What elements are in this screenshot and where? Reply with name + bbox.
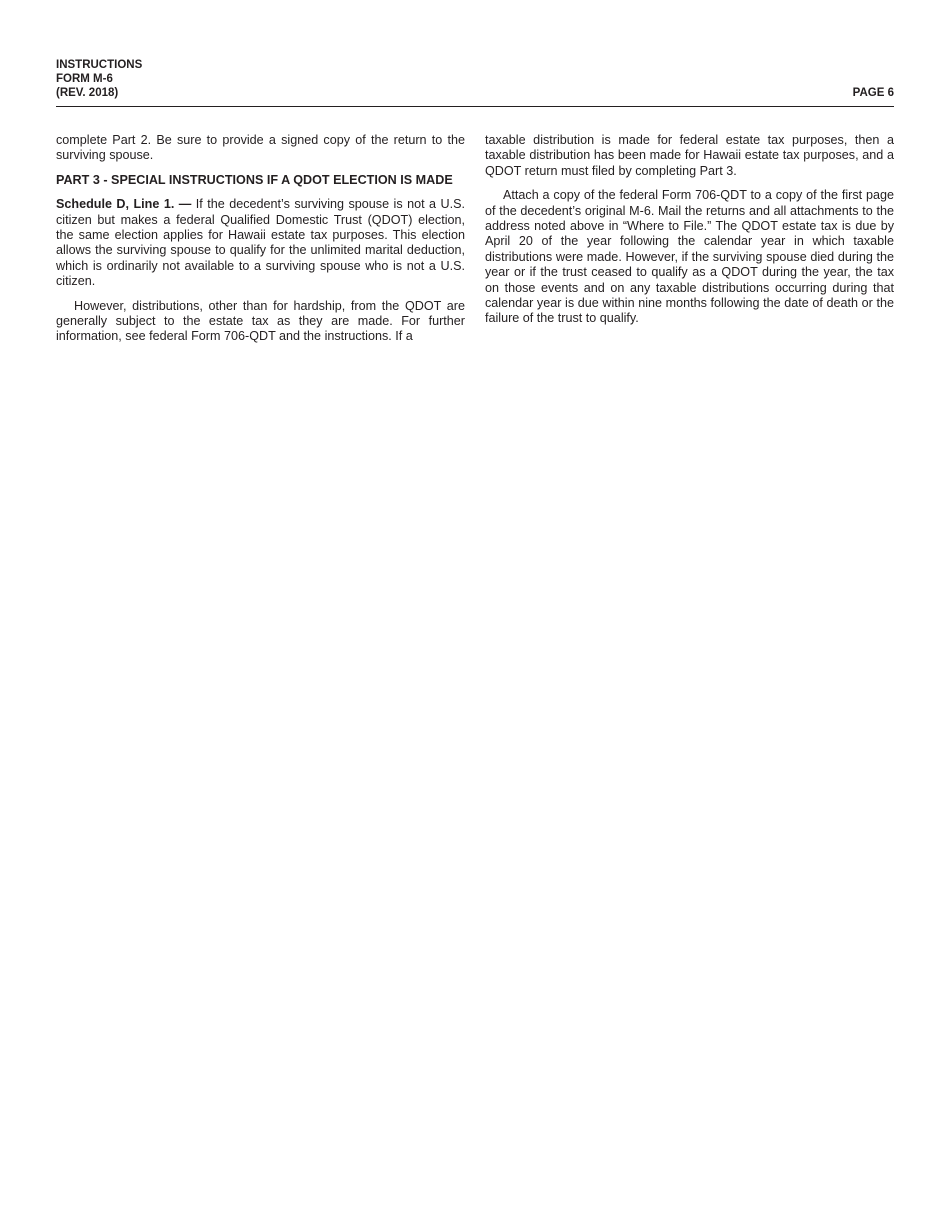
header-form-number: FORM M-6 [56,73,113,85]
header-instructions-label: INSTRUCTIONS [56,59,143,71]
left-column [56,133,465,354]
right-paragraph-2: Attach a copy of the federal Form 706-QDT to a copy of the first page of the decedent’s original M-6. Mail the returns and all attachments to the address noted above in “Where to File.” The QDOT estate tax is due by April 20 of the year following the calendar year in which taxable distributions were made. However, if the surviving spouse died during the year or if the trust ceased to qualify as a QDOT during the year, the tax on those events and on any taxable distributions occurring during that calendar year is due within nine months following the date of death or the failure of the trust to qualify. [485,188,894,326]
form-identifier [56,58,142,100]
schedule-d-line-1-lead: Schedule D, Line 1. — [56,197,192,212]
left-paragraph-2 [56,197,465,289]
page-number: PAGE 6 [852,87,894,99]
page-header [56,58,894,107]
right-column [485,133,894,336]
left-paragraph-3: However, distributions, other than for hardship, from the QDOT are generally subject to the estate tax as they are made. For further information, see federal Form 706-QDT and the instructions. If a [56,298,465,344]
schedule-d-line-1-body: If the decedent’s surviving spouse is not a U.S. citizen but makes a federal Qualified Domestic Trust (QDOT) election, the same election applies for Hawaii estate tax purposes. This election allows the surviving spouse to qualify for the unlimited marital deduction, which is ordinarily not available to a surviving spouse who is not a U.S. citizen. [56,197,465,289]
section-heading-part-3: PART 3 - SPECIAL INSTRUCTIONS IF A QDOT ELECTION IS MADE [56,172,453,187]
header-revision: (REV. 2018) [56,87,119,99]
right-paragraph-1: taxable distribution is made for federal estate tax purposes, then a taxable distribution has been made for Hawaii estate tax purposes, and a QDOT return must filed by completing Part 3. [485,133,894,178]
left-paragraph-1: complete Part 2. Be sure to provide a signed copy of the return to the surviving spouse. [56,133,465,163]
